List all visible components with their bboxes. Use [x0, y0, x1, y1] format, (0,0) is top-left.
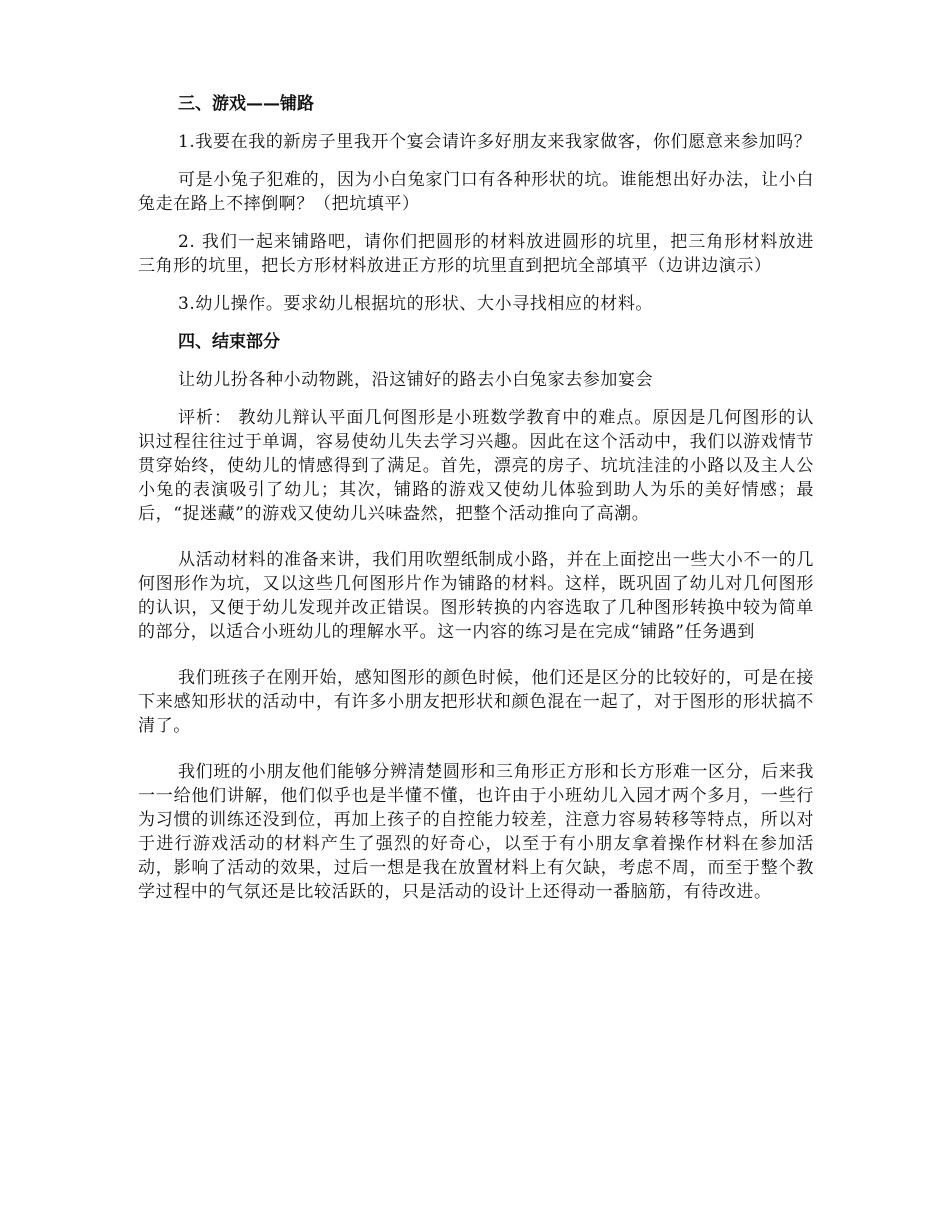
paragraph-ending: 让幼儿扮各种小动物跳，沿这铺好的路去小白兔家去参加宴会	[178, 370, 654, 390]
paragraph-paving-instructions: 2. 我们一起来铺路吧，请你们把圆形的材料放进圆形的坑里，把三角形材料放进三角形的坑里，把长方形材料放进正方形的坑里直到把坑全部填平（边讲边演示）	[138, 232, 814, 276]
section-heading-ending: 四、结束部分	[178, 332, 280, 352]
paragraph-class-observation: 我们班孩子在刚开始，感知图形的颜色时候，他们还是区分的比较好的，可是在接下来感知形状的活动中，有许多小朋友把形状和颜色混在一起了，对于图形的形状搞不清了。	[138, 668, 814, 736]
paragraph-reflection: 我们班的小朋友他们能够分辨清楚圆形和三角形正方形和长方形难一区分，后来我一一给他们讲解，他们似乎也是半懂不懂，也许由于小班幼儿入园才两个多月，一些行为习惯的训练还没到位，再加上孩子的自控能力较差，注意力容易转移等特点，所以对于进行游戏活动的材料产生了强烈的好奇心，以至于有小朋友拿着操作材料在参加活动，影响了活动的效果，过后一想是我在放置材料上有欠缺，考虑不周，而至于整个教学过程中的气氛还是比较活跃的，只是活动的设计上还得动一番脑筋，有待改进。	[138, 762, 814, 902]
paragraph-materials: 从活动材料的准备来讲，我们用吹塑纸制成小路，并在上面挖出一些大小不一的几何图形作为坑，又以这些几何图形片作为铺路的材料。这样，既巩固了幼儿对几何图形的认识，又便于幼儿发现并改正错误。图形转换的内容选取了几种图形转换中较为简单的部分，以适合小班幼儿的理解水平。这一内容的练习是在完成“铺路”任务遇到	[138, 550, 814, 642]
paragraph-child-operation: 3.幼儿操作。要求幼儿根据坑的形状、大小寻找相应的材料。	[178, 294, 654, 314]
paragraph-invitation: 1.我要在我的新房子里我开个宴会请许多好朋友来我家做客，你们愿意来参加吗？	[178, 132, 812, 152]
document-page	[138, 92, 814, 918]
paragraph-rabbit-problem: 可是小兔子犯难的，因为小白兔家门口有各种形状的坑。谁能想出好办法，让小白兔走在路上不摔倒啊？（把坑填平）	[138, 170, 814, 214]
section-heading-game: 三、游戏——铺路	[178, 94, 314, 114]
paragraph-review: 评析： 教幼儿辩认平面几何图形是小班数学教育中的难点。原因是几何图形的认识过程往往过于单调，容易使幼儿失去学习兴趣。因此在这个活动中，我们以游戏情节贯穿始终，使幼儿的情感得到了满足。首先，漂亮的房子、坑坑洼洼的小路以及主人公小兔的表演吸引了幼儿；其次，铺路的游戏又使幼儿体验到助人为乐的美好情感；最后，“捉迷藏”的游戏又使幼儿兴味盎然，把整个活动推向了高潮。	[138, 408, 814, 524]
